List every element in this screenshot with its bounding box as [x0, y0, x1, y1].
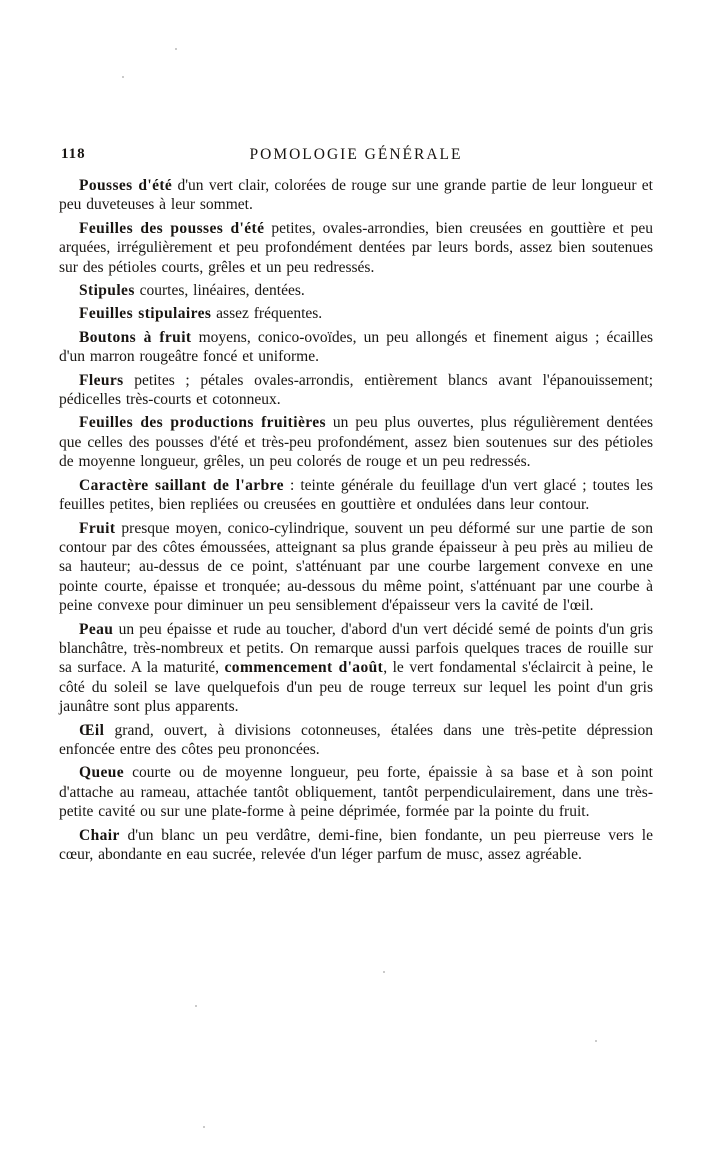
- scan-speckle: [175, 48, 177, 50]
- paragraph-text: courte ou de moyenne longueur, peu forte, épaissie à sa base et à son point d'attache au rameau, attachée tantôt obliquement, tantôt perpendiculairement, dans une très-petite cavité ou sur une plate-forme à peine déprimée, formée par la pointe du fruit.: [59, 764, 653, 821]
- paragraph: [59, 721, 653, 760]
- running-title: POMOLOGIE GÉNÉRALE: [249, 146, 463, 163]
- paragraph-term: Pousses d'été: [79, 177, 173, 194]
- paragraph-term: Stipules: [79, 282, 135, 300]
- paragraph-text: grand, ouvert, à divisions cotonneuses, étalées dans une très-petite dépression enfoncée entre des côtes peu prononcées.: [59, 721, 653, 758]
- scan-speckle: [203, 1126, 205, 1128]
- paragraph-term: Peau: [79, 620, 114, 638]
- paragraph-text: d'un vert clair, colorées de rouge sur une grande partie de leur longueur et peu duveteuses à leur sommet.: [59, 177, 653, 214]
- paragraph-term: Feuilles stipulaires: [79, 305, 212, 323]
- paragraph-text: d'un blanc un peu verdâtre, demi-fine, bien fondante, un peu pierreuse vers le cœur, abondante en eau sucrée, relevée d'un léger parfum de musc, assez agréable.: [59, 826, 653, 863]
- paragraph-text: un peu plus ouvertes, plus régulièrement dentées que celles des pousses d'été et très-peu profondément, assez bien soutenues sur des pétioles de moyenne longueur, grêles, un peu colorés de rouge et un peu redressés.: [59, 414, 653, 471]
- paragraph: [59, 176, 653, 215]
- paragraph: [59, 219, 653, 277]
- paragraph-term: Caractère saillant de l'arbre: [79, 476, 284, 494]
- paragraph-term: Boutons à fruit: [79, 328, 192, 346]
- paragraph-term: Queue: [79, 764, 125, 782]
- page-body: [59, 176, 653, 864]
- scan-speckle: [383, 971, 385, 973]
- paragraph-term: Chair: [79, 826, 120, 844]
- paragraph: [59, 413, 653, 471]
- paragraph-term: Fruit: [79, 519, 116, 537]
- paragraph: [59, 371, 653, 410]
- paragraph-text: : teinte générale du feuillage d'un vert glacé ; toutes les feuilles petites, bien repliées ou creusées en gouttière et ondulées dans leur contour.: [59, 476, 653, 514]
- paragraph-term: Œil: [79, 721, 105, 739]
- paragraph: [59, 519, 653, 616]
- paragraph: [59, 620, 653, 717]
- paragraph-text: courtes, linéaires, dentées.: [134, 282, 305, 300]
- paragraph-text: moyens, conico-ovoïdes, un peu allongés et finement aigus ; écailles d'un marron rougeâtre foncé et uniforme.: [59, 328, 653, 366]
- paragraph-term: commencement d'août: [224, 659, 384, 677]
- paragraph: [59, 304, 653, 323]
- scan-speckle: [122, 76, 124, 78]
- paragraph-text: assez fréquentes.: [211, 305, 323, 323]
- paragraph-text: petites ; pétales ovales-arrondis, entièrement blancs avant l'épanouissement; pédicelles très-courts et cotonneux.: [59, 371, 653, 409]
- paragraph-text: , le vert fondamental s'éclaircit à peine, le côté du soleil se lave quelquefois d'un peu de rouge terreux sur lequel les point d'un gris jaunâtre sont plus apparents.: [59, 659, 653, 716]
- paragraph: [59, 476, 653, 515]
- paragraph-text: presque moyen, conico-cylindrique, souvent un peu déformé sur une partie de son contour par des côtes émoussées, atteignant sa plus grande épaisseur à peu près au milieu de sa hauteur; au-dessus de ce point, s'atténuant par une courbe largement convexe en une pointe courte, épaisse et tronquée; au-dessous du même point, s'atténuant par une courbe à peine convexe pour diminuer un peu sensiblement d'épaisseur vers la cavité de l'œil.: [59, 519, 653, 615]
- paragraph: [59, 328, 653, 367]
- paragraph-term: Feuilles des productions fruitières: [79, 414, 326, 432]
- paragraph: [59, 763, 653, 821]
- scan-speckle: [195, 1005, 197, 1007]
- page-number: 118: [61, 146, 86, 162]
- paragraph-term: Feuilles des pousses d'été: [79, 219, 265, 237]
- paragraph-term: Fleurs: [79, 371, 124, 389]
- page-header: [59, 146, 653, 170]
- paragraph: [59, 281, 653, 300]
- paragraph-text: petites, ovales-arrondies, bien creusées en gouttière et peu arquées, irrégulièrement et peu profondément dentées par leurs bords, assez bien soutenues sur des pétioles courts, grêles et un peu redressés.: [59, 219, 654, 276]
- paragraph: [59, 826, 653, 865]
- scan-speckle: [595, 1040, 597, 1042]
- page: [59, 146, 653, 868]
- paragraph-text: un peu épaisse et rude au toucher, d'abord d'un vert décidé semé de points d'un gris blanchâtre, très-nombreux et petits. On remarque aussi parfois quelques traces de rouille sur sa surface. A la maturité,: [59, 620, 653, 677]
